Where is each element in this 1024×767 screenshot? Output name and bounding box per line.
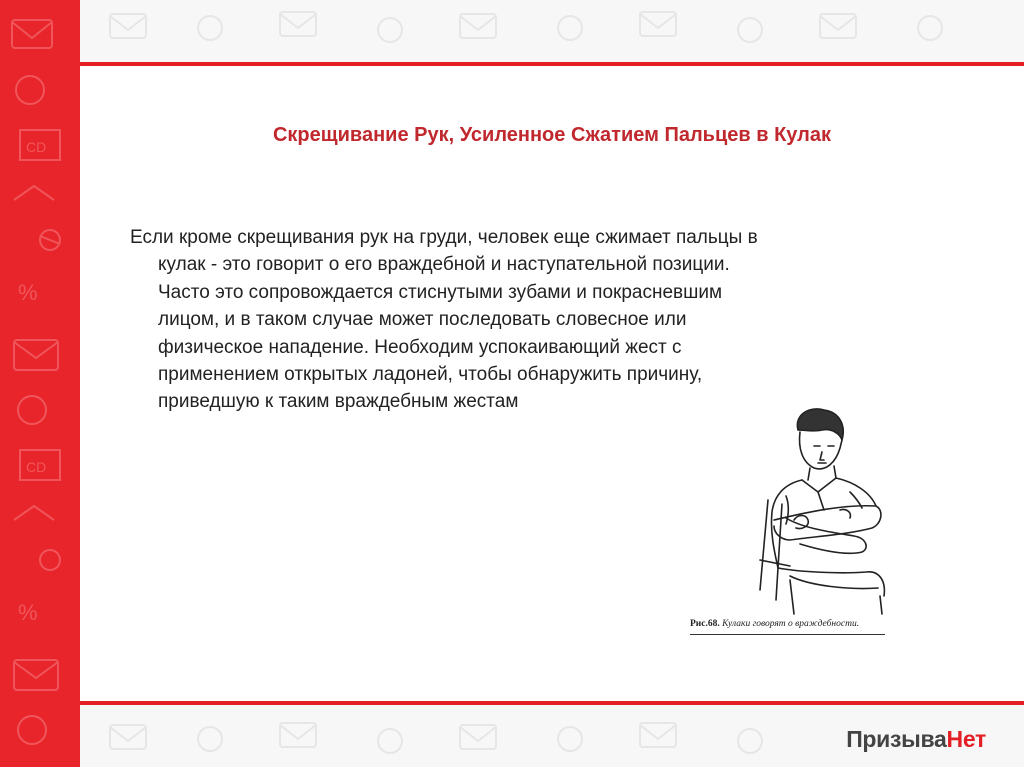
- svg-text:%: %: [18, 600, 38, 625]
- figure-number: Рис.68.: [690, 619, 720, 629]
- svg-text:CD: CD: [26, 459, 47, 475]
- slide-title: Скрещивание Рук, Усиленное Сжатием Пальцев в Кулак: [272, 124, 832, 146]
- svg-text:%: %: [18, 280, 38, 305]
- brand-logo-part1: Призыва: [846, 726, 947, 752]
- slide-body-text: Если кроме скрещивания рук на груди, человек еще сжимает пальцы в кулак - это говорит о его враждебной и наступательной позиции. Часто это сопровождается стиснутыми зубами и покрасневшим лицом, и в таком случае может последовать словесное или физическое нападение. Необходим успокаивающий жест с применением открытых ладоней, чтобы обнаружить причину, приведшую к таким враждебным жестам: [130, 227, 758, 413]
- side-decor-strip: [0, 0, 80, 767]
- figure-caption-text: Кулаки говорят о враждебности.: [722, 619, 860, 629]
- seated-man-illustration-icon: [690, 400, 890, 615]
- top-decor-band: [80, 0, 1024, 62]
- figure-caption: [690, 619, 885, 635]
- band-pattern-icon: [80, 0, 1024, 62]
- doodle-pattern-icon: [0, 0, 80, 767]
- bottom-divider: [80, 701, 1024, 705]
- figure: [690, 400, 890, 650]
- brand-logo: [846, 726, 986, 753]
- brand-logo-part2: Нет: [946, 726, 986, 752]
- svg-text:CD: CD: [26, 139, 47, 155]
- top-divider: [80, 62, 1024, 66]
